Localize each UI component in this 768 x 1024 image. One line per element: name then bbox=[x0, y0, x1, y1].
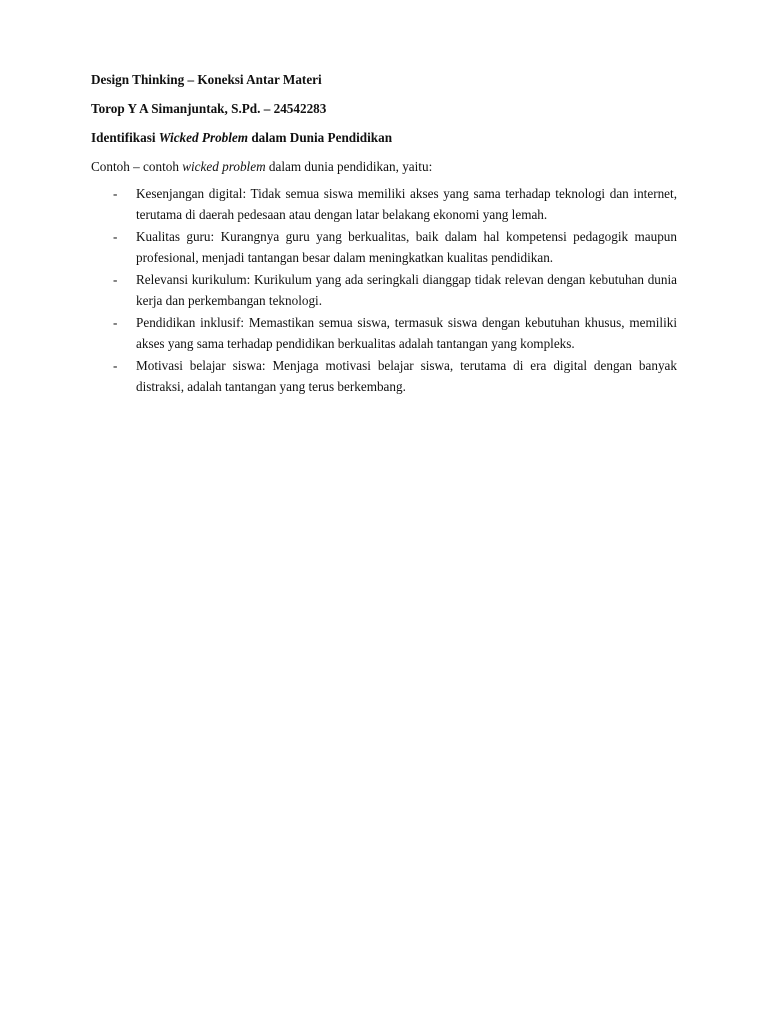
section-heading-prefix: Identifikasi bbox=[91, 130, 159, 145]
list-item-text: Pendidikan inklusif: Memastikan semua siswa, termasuk siswa dengan kebutuhan khusus, memiliki akses yang sama terhadap pendidikan berkualitas adalah tantangan yang kompleks. bbox=[136, 315, 677, 351]
list-item bbox=[91, 269, 677, 311]
list-item bbox=[91, 312, 677, 354]
list-item-text: Relevansi kurikulum: Kurikulum yang ada seringkali dianggap tidak relevan dengan kebutuhan dunia kerja dan perkembangan teknologi. bbox=[136, 272, 677, 308]
list-item-text: Motivasi belajar siswa: Menjaga motivasi belajar siswa, terutama di era digital dengan banyak distraksi, adalah tantangan yang terus berkembang. bbox=[136, 358, 677, 394]
list-item-text: Kesenjangan digital: Tidak semua siswa memiliki akses yang sama terhadap teknologi dan internet, terutama di daerah pedesaan atau dengan latar belakang ekonomi yang lemah. bbox=[136, 186, 677, 222]
list-item bbox=[91, 183, 677, 225]
bullet-dash: - bbox=[113, 272, 118, 287]
author-line: Torop Y A Simanjuntak, S.Pd. – 24542283 bbox=[91, 101, 327, 116]
intro-prefix: Contoh – contoh bbox=[91, 159, 183, 174]
document-page bbox=[91, 70, 677, 398]
bullet-dash: - bbox=[113, 358, 118, 373]
list-item bbox=[91, 226, 677, 268]
bullet-dash: - bbox=[113, 186, 118, 201]
section-heading-suffix: dalam Dunia Pendidikan bbox=[248, 130, 393, 145]
section-heading bbox=[91, 128, 677, 148]
intro-paragraph bbox=[91, 157, 677, 177]
section-heading-italic: Wicked Problem bbox=[158, 130, 249, 145]
intro-italic: wicked problem bbox=[182, 159, 266, 174]
document-title: Design Thinking – Koneksi Antar Materi bbox=[91, 72, 322, 87]
list-item-text: Kualitas guru: Kurangnya guru yang berkualitas, baik dalam hal kompetensi pedagogik maupun profesional, menjadi tantangan besar dalam meningkatkan kualitas pendidikan. bbox=[136, 229, 677, 265]
list-item bbox=[91, 355, 677, 397]
bullet-dash: - bbox=[113, 315, 118, 330]
intro-suffix: dalam dunia pendidikan, yaitu: bbox=[265, 159, 433, 174]
problem-list bbox=[91, 183, 677, 397]
bullet-dash: - bbox=[113, 229, 118, 244]
